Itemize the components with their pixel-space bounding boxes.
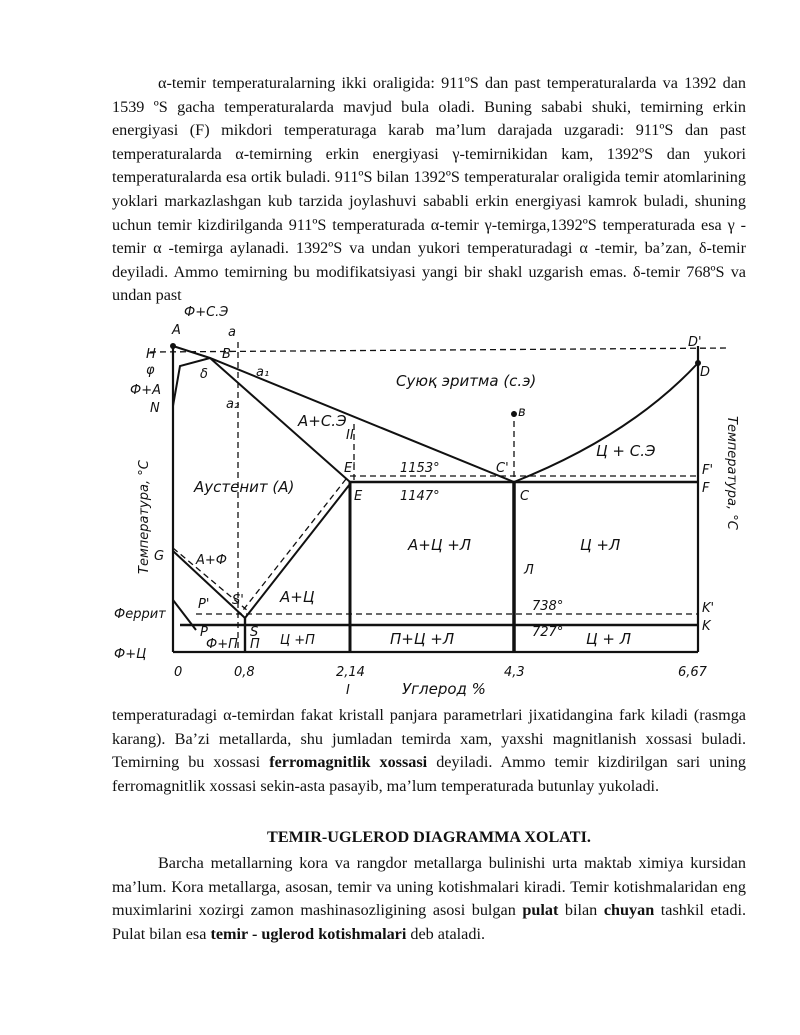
label-phi-c3: Ф+Ц — [114, 647, 147, 662]
bold-term: pulat — [522, 901, 559, 920]
section-heading: TEMIR-UGLEROD DIAGRAMMA XOLATI. — [267, 828, 591, 846]
text-part: bilan — [558, 901, 604, 920]
label-delta: δ — [200, 367, 208, 382]
label-phi-a: Ф+А — [130, 383, 161, 398]
label-H: H — [146, 347, 156, 362]
label-G: G — [154, 549, 165, 564]
label-B: B — [222, 347, 231, 362]
label-y-right: Температура, °С — [724, 416, 739, 530]
label-K: K — [702, 619, 711, 634]
tick-2-14: 2,14 — [336, 665, 365, 680]
label-p-c2: П — [250, 637, 260, 652]
text-part: tashkil etadi. Pulat bilan esa — [112, 901, 746, 943]
label-c2-p: Ц +П — [280, 633, 315, 648]
label-N: N — [150, 401, 160, 416]
label-F: F — [702, 481, 710, 496]
label-a: a — [228, 325, 236, 340]
label-t738: 738° — [532, 599, 564, 614]
label-P1: P' — [198, 597, 210, 612]
label-x-axis: Углерод % — [402, 680, 486, 698]
point-marker-b — [511, 411, 517, 417]
label-c1-ce: Ц + С.Э — [596, 442, 656, 460]
label-a1: a₁ — [256, 365, 270, 380]
label-C1: C' — [496, 461, 509, 476]
label-t1147: 1147° — [400, 489, 440, 504]
label-t727: 727° — [532, 625, 564, 640]
label-E: E — [354, 489, 363, 504]
text-part: deb ataladi. — [406, 924, 485, 943]
label-D: D — [700, 365, 711, 380]
text-part: Barcha metallarning kora va rangdor metallarga bulinishi urta maktab ximiya kursidan ma’lum. Kora metallarga, asosan, temir va uning kotishmalari kiradi. Temir kotishmalaridan eng muximlarini xozirgi zamon mashinasozligining asosi bulgan — [112, 854, 746, 920]
tick-6-67: 6,67 — [678, 665, 707, 680]
text-part: temperaturadagi α-temirdan fakat kristall panjara parametrlari jixatidangina fark kiladi (rasmga karang). Ba’zi metallarda, shu jumladan temirda xam, yaxshi magnitlanish xossasi buladi. Temirning bu xossasi — [112, 706, 746, 772]
label-c2-p-l: П+Ц +Л — [390, 630, 455, 648]
dashed-liquidus-top — [150, 348, 730, 352]
label-II: II — [346, 428, 354, 443]
paragraph-alpha-iron: α-temir temperaturalarning ikki oraligida: 911ºS dan past temperaturalarda va 1392 dan 1539 ºS gacha temperaturalarda mavjud bula oladi. Buning sababi shuki, temirning erkin energiyasi (F) mikdori temperaturaga karab ma’lum darajada uzgaradi: 911ºS dan past temperaturalarda α-temirning erkin energiyasi γ-temirnikidan kam, 1392ºS dan yukori temperaturalarda esa ortik buladi. 911ºS bilan 1392ºS temperaturalar oraligida temir atomlarining yoklari markazlashgan kub tarzida joylashuvi sababli erkin energiyasi kamrok buladi, shuning uchun temir kizdirilganda 911ºS temperaturada α-temir γ-temirga,1392ºS temperaturada esa γ -temir α -temirga aylanadi. 1392ºS va undan yukori temperaturadagi α -temir, ba’zan, δ-temir deyiladi. Ammo temirning bu modifikatsiyasi yangi bir shakl uzgarish emas. δ-temir 768ºS va undan past — [112, 74, 746, 305]
label-y-left: Температура, °С — [137, 460, 152, 574]
label-D1: D' — [688, 335, 702, 350]
label-a-c2: А+Ц — [280, 588, 315, 606]
label-S: S — [250, 625, 259, 640]
text-part: deyiladi. Ammo temir kizdirilgan sari uning ferromagnitlik xossasi sekin-asta pasayib, ma’lum temperaturada butunlay yukoladi. — [112, 753, 747, 795]
label-bullet-b: в — [518, 405, 526, 420]
label-liquid: Суюқ эритма (с.э) — [396, 372, 537, 390]
label-phi-p: Ф+П — [206, 637, 238, 652]
label-misc-I: I — [346, 683, 350, 698]
line-N-G — [173, 358, 210, 406]
label-a-ce: А+С.Э — [298, 412, 347, 430]
bold-term: chuyan — [603, 901, 655, 920]
label-K1: K' — [702, 601, 715, 616]
tick-0-8: 0,8 — [234, 665, 255, 680]
label-A: A — [172, 323, 181, 338]
label-P: P — [200, 625, 208, 640]
label-phi-ce: Ф+С.Э — [184, 305, 229, 320]
label-C: C — [520, 489, 530, 504]
label-ferrite: Феррит — [114, 607, 166, 622]
label-t1153: 1153° — [400, 461, 440, 476]
label-F1: F' — [702, 463, 714, 478]
label-a2: a₂ — [226, 397, 240, 412]
paragraph-ferromagnetism — [112, 704, 746, 798]
tick-4-3: 4,3 — [504, 665, 525, 680]
tick-0: 0 — [174, 665, 183, 680]
point-marker-A — [170, 343, 176, 349]
paragraph-iron-carbon — [112, 852, 746, 946]
label-phi: φ — [146, 363, 155, 378]
iron-carbon-phase-diagram — [110, 296, 750, 701]
label-E1: E' — [344, 461, 356, 476]
label-a-c2-l: А+Ц +Л — [408, 536, 472, 554]
label-S1: S' — [232, 593, 244, 608]
label-cap-l: Л — [524, 563, 534, 578]
label-c1-l: Ц +Л — [580, 536, 621, 554]
label-a-phi: А+Ф — [196, 553, 227, 568]
label-austenite: Аустенит (А) — [194, 478, 295, 496]
bold-term: ferromagnitlik xossasi — [269, 753, 428, 772]
bold-term: temir - uglerod kotishmalari — [210, 924, 407, 943]
label-c1-l-bottom: Ц + Л — [586, 630, 632, 648]
